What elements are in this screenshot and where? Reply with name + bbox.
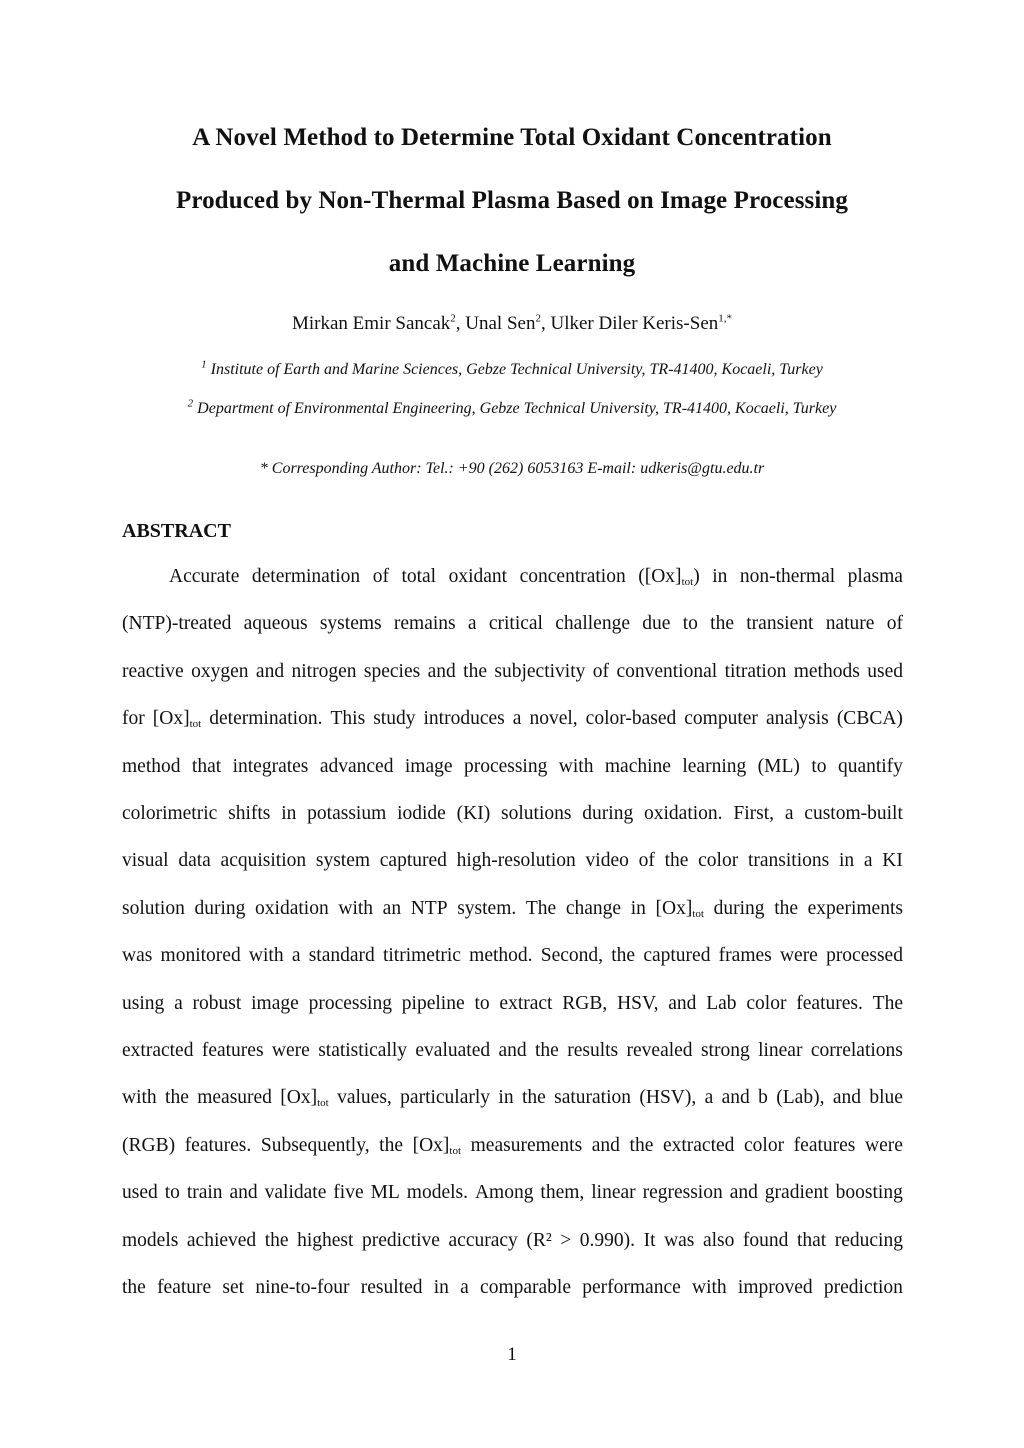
abstract-word: b: [758, 1087, 768, 1109]
abstract-word: prediction: [823, 1277, 903, 1298]
abstract-word: statistically: [318, 1040, 408, 1061]
abstract-word: non-thermal: [739, 566, 836, 587]
abstract-word: features.: [184, 1134, 252, 1156]
abstract-word: with: [248, 945, 284, 967]
abstract-word: HSV,: [617, 992, 659, 1014]
abstract-word: resulted: [360, 1277, 423, 1298]
abstract-word: revealed: [626, 1040, 693, 1061]
abstract-word: and: [229, 1182, 258, 1204]
abstract-heading: ABSTRACT: [122, 520, 231, 542]
abstract-word: accuracy: [448, 1229, 518, 1251]
abstract-word: (RGB): [122, 1134, 176, 1156]
abstract-word: oxidant: [448, 566, 508, 587]
abstract-word: the: [521, 1087, 546, 1109]
abstract-word: evaluated: [415, 1040, 491, 1061]
abstract-line: [122, 1182, 903, 1210]
abstract-word: oxygen: [191, 660, 249, 682]
abstract-word: processing: [308, 992, 392, 1014]
abstract-word: color: [744, 1134, 785, 1156]
abstract-word: plasma: [847, 566, 903, 587]
abstract-word: that: [191, 755, 222, 777]
abstract-word: linear: [758, 1040, 803, 1061]
subscript-tot: tot: [692, 907, 704, 920]
abstract-word: and: [668, 992, 697, 1014]
abstract-word: (KI): [456, 803, 491, 824]
abstract-word: were: [864, 1134, 903, 1156]
abstract-word: species: [363, 660, 421, 682]
abstract-word: the: [463, 660, 487, 682]
abstract-word: reactive: [122, 660, 184, 682]
abstract-word: and: [729, 1182, 758, 1204]
abstract-word: solutions: [501, 803, 572, 824]
abstract-line: [122, 993, 903, 1021]
abstract-word: were: [271, 1040, 310, 1061]
abstract-word: challenge: [555, 613, 630, 635]
author-separator: ,: [540, 313, 551, 334]
abstract-word: quantify: [837, 755, 903, 777]
abstract-word: with: [558, 755, 594, 777]
abstract-word: features.: [796, 992, 863, 1014]
abstract-word: The: [525, 897, 557, 919]
abstract-word: iodide: [397, 803, 446, 824]
subscript-tot: tot: [189, 718, 202, 731]
abstract-word: titrimetric: [382, 945, 461, 967]
abstract-word: for: [122, 708, 145, 730]
affiliation-1: [0, 358, 1024, 379]
author-name: Ulker Diler Keris-Sen: [550, 313, 719, 334]
abstract-word: extracted: [662, 1134, 735, 1156]
abstract-word: models.: [406, 1182, 468, 1204]
title-line-2: Produced by Non-Thermal Plasma Based on Image Processing: [175, 187, 849, 214]
abstract-word: to: [164, 1182, 180, 1204]
abstract-word: with: [122, 1087, 157, 1109]
abstract-word: a: [704, 1087, 714, 1109]
abstract-word: with: [692, 1277, 727, 1298]
abstract-word: subjectivity: [494, 660, 586, 682]
abstract-word: KI: [882, 850, 903, 872]
author-list: [0, 313, 1024, 335]
abstract-word: visual: [122, 850, 169, 872]
abstract-word: (CBCA): [836, 708, 903, 730]
abstract-word: particularly: [400, 1087, 491, 1109]
abstract-word: gradient: [764, 1182, 829, 1204]
abstract-word: of: [592, 660, 610, 682]
abstract-word: Among: [474, 1182, 534, 1204]
abstract-word: also: [702, 1229, 735, 1251]
abstract-word: a: [460, 1277, 469, 1298]
abstract-word: was: [664, 1229, 695, 1251]
abstract-word: (HSV),: [639, 1087, 697, 1109]
abstract-word: image: [404, 755, 453, 777]
abstract-word: captured: [643, 945, 711, 967]
abstract-word: in: [630, 897, 646, 919]
page-number: 1: [507, 1344, 517, 1365]
abstract-word: the: [710, 613, 734, 635]
abstract-word: experiments: [807, 897, 903, 919]
abstract-line: [122, 1277, 903, 1305]
abstract-word: total: [401, 566, 437, 587]
abstract-word: highest: [297, 1229, 354, 1251]
affiliation-2: [0, 397, 1024, 418]
abstract-line: [122, 1040, 903, 1068]
abstract-word: change: [565, 897, 622, 919]
abstract-word: during: [194, 897, 246, 919]
abstract-word: captured: [379, 850, 447, 872]
abstract-word: the: [264, 1229, 289, 1251]
abstract-word: and: [255, 660, 285, 682]
abstract-word: processing: [463, 755, 548, 777]
abstract-word: regression: [642, 1182, 723, 1204]
abstract-word: monitored: [160, 945, 241, 967]
abstract-line: [122, 1135, 903, 1163]
abstract-word: integrates: [232, 755, 309, 777]
abstract-word: $[Ox]_{tot}$: [412, 1134, 462, 1157]
abstract-line: [122, 898, 903, 926]
abstract-word: during: [582, 803, 634, 824]
abstract-word: $[Ox]_{tot}$: [152, 708, 202, 731]
abstract-line: [122, 945, 903, 973]
abstract-word: features: [201, 1040, 264, 1061]
abstract-word: high-resolution: [456, 850, 576, 872]
abstract-word: NTP: [410, 897, 448, 919]
abstract-word: Accurate: [169, 566, 240, 587]
abstract-word: strong: [700, 1040, 750, 1061]
abstract-word: color: [698, 850, 739, 872]
abstract-word: custom-built: [804, 803, 903, 824]
abstract-word: methods: [793, 660, 860, 682]
abstract-word: advanced: [319, 755, 394, 777]
abstract-word: oxidation: [255, 897, 329, 919]
abstract-word: of: [638, 850, 655, 872]
abstract-line: [122, 850, 903, 878]
abstract-word: and: [498, 1040, 527, 1061]
abstract-word: (NTP)-treated: [122, 613, 232, 635]
abstract-word: to: [811, 755, 827, 777]
abstract-word: and: [721, 1087, 750, 1109]
abstract-word: $[Ox]_{tot}$: [655, 897, 704, 920]
abstract-word: method: [122, 755, 181, 777]
title-line-1: A Novel Method to Determine Total Oxidant Concentration: [192, 124, 832, 151]
abstract-word: used: [122, 1182, 158, 1204]
abstract-word: them,: [540, 1182, 585, 1204]
abstract-word: a: [291, 945, 301, 967]
abstract-word: Subsequently,: [260, 1134, 370, 1156]
abstract-word: in: [498, 1087, 514, 1109]
abstract-line: [122, 1087, 903, 1115]
author-name: Unal Sen: [465, 313, 536, 334]
abstract-word: >: [560, 1229, 572, 1251]
abstract-word: solution: [122, 897, 185, 919]
abstract-word: transient: [746, 613, 814, 635]
abstract-word: due: [642, 613, 671, 635]
abstract-word: potassium: [307, 803, 387, 824]
abstract-word: critical: [488, 613, 543, 635]
abstract-word: during: [713, 897, 765, 919]
abstract-word: (Lab),: [776, 1087, 825, 1109]
abstract-word: models: [122, 1229, 179, 1251]
abstract-word: (ML): [757, 755, 800, 777]
abstract-word: to: [474, 992, 490, 1014]
abstract-word: a: [512, 708, 522, 730]
abstract-word: systems: [319, 613, 382, 635]
abstract-word: nine-to-four: [255, 1277, 350, 1298]
abstract-word: system: [315, 850, 371, 872]
abstract-word: Lab: [706, 992, 737, 1014]
abstract-word: concentration: [519, 566, 626, 587]
abstract-word: $([Ox]_{tot})$: [638, 566, 700, 588]
abstract-word: of: [886, 613, 903, 635]
abstract-word: standard: [308, 945, 375, 967]
abstract-word: colorimetric: [122, 803, 218, 824]
abstract-word: to: [682, 613, 698, 635]
abstract-word: analysis: [765, 708, 829, 730]
abstract-word: pipeline: [401, 992, 465, 1014]
abstract-word: and: [832, 1087, 861, 1109]
abstract-word: Second,: [540, 945, 604, 967]
abstract-word: measured: [197, 1087, 272, 1109]
abstract-word: transitions: [747, 850, 830, 872]
abstract-word: shifts: [228, 803, 271, 824]
abstract-word: reducing: [834, 1229, 903, 1251]
author-separator: ,: [455, 313, 466, 334]
abstract-line: [169, 566, 903, 594]
abstract-word: used: [867, 660, 903, 682]
author-affiliation-mark: 1,*: [718, 312, 732, 325]
abstract-word: performance: [582, 1277, 681, 1298]
abstract-word: aqueous: [243, 613, 308, 635]
subscript-tot: tot: [449, 1144, 462, 1157]
abstract-word: improved: [737, 1277, 813, 1298]
subscript-tot: tot: [681, 576, 694, 588]
abstract-word: train: [186, 1182, 223, 1204]
abstract-word: ML: [370, 1182, 400, 1204]
abstract-word: determination.: [209, 708, 323, 730]
abstract-word: novel,: [529, 708, 578, 730]
abstract-line: [122, 756, 903, 784]
abstract-line: [122, 661, 903, 689]
abstract-word: image: [251, 992, 299, 1014]
abstract-line: [122, 613, 903, 641]
abstract-word: color: [746, 992, 787, 1014]
abstract-word: nitrogen: [291, 660, 357, 682]
abstract-word: that: [796, 1229, 827, 1251]
abstract-word: feature: [157, 1277, 212, 1298]
abstract-word: in: [838, 850, 855, 872]
abstract-word: correlations: [810, 1040, 903, 1061]
abstract-word: The: [872, 992, 903, 1014]
abstract-word: computer: [684, 708, 758, 730]
affiliation-mark: 2: [187, 397, 194, 410]
abstract-line: [122, 803, 903, 831]
abstract-word: five: [333, 1182, 364, 1204]
abstract-word: extract: [499, 992, 553, 1014]
title-line-3: and Machine Learning: [388, 250, 636, 277]
abstract-word: $[Ox]_{tot}$: [280, 1087, 329, 1110]
abstract-word: machine: [604, 755, 671, 777]
abstract-word: predictive: [362, 1229, 440, 1251]
abstract-word: a: [174, 992, 183, 1014]
abstract-word: (R²: [526, 1229, 552, 1251]
abstract-word: the: [629, 1134, 654, 1156]
abstract-word: blue: [869, 1087, 903, 1109]
abstract-word: using: [122, 992, 165, 1014]
abstract-word: extracted: [122, 1040, 194, 1061]
author-name: Mirkan Emir Sancak: [291, 313, 451, 334]
abstract-word: introduces: [423, 708, 505, 730]
abstract-word: values,: [337, 1087, 392, 1109]
abstract-word: found: [742, 1229, 789, 1251]
abstract-word: were: [779, 945, 818, 967]
abstract-word: comparable: [480, 1277, 571, 1298]
abstract-word: was: [122, 945, 153, 967]
abstract-word: processed: [826, 945, 903, 967]
abstract-word: titration: [724, 660, 787, 682]
abstract-word: acquisition: [220, 850, 307, 872]
abstract-word: RGB,: [562, 992, 608, 1014]
abstract-word: video: [585, 850, 629, 872]
abstract-word: First,: [733, 803, 775, 824]
abstract-word: boosting: [835, 1182, 903, 1204]
abstract-word: measurements: [470, 1134, 583, 1156]
abstract-word: learning: [682, 755, 747, 777]
abstract-word: the: [611, 945, 636, 967]
abstract-word: a: [784, 803, 794, 824]
corresponding-author: * Corresponding Author: Tel.: +90 (262) 6053163 E-mail: udkeris@gtu.edu.tr: [259, 460, 765, 477]
abstract-word: a: [467, 613, 477, 635]
abstract-word: validate: [264, 1182, 327, 1204]
affiliation-mark: 1: [201, 358, 207, 371]
abstract-word: remains: [393, 613, 456, 635]
abstract-word: It: [643, 1229, 656, 1251]
abstract-word: in: [433, 1277, 449, 1298]
abstract-word: linear: [591, 1182, 636, 1204]
abstract-line: [122, 708, 903, 736]
affiliation-text: Department of Environmental Engineering, Gebze Technical University, TR-41400, Kocaeli, Turkey: [197, 400, 837, 417]
abstract-word: a: [863, 850, 873, 872]
affiliation-text: Institute of Earth and Marine Sciences, Gebze Technical University, TR-41400, Kocaeli, Turkey: [210, 361, 823, 378]
abstract-word: an: [382, 897, 402, 919]
abstract-word: data: [178, 850, 211, 872]
abstract-word: of: [372, 566, 389, 587]
abstract-word: results: [567, 1040, 619, 1061]
abstract-word: saturation: [554, 1087, 632, 1109]
abstract-word: conventional: [616, 660, 718, 682]
abstract-word: the: [122, 1277, 146, 1298]
abstract-word: and: [427, 660, 456, 682]
author-affiliation-mark: 2: [535, 312, 541, 325]
abstract-word: determination: [251, 566, 361, 587]
abstract-word: achieved: [186, 1229, 257, 1251]
abstract-word: the: [664, 850, 689, 872]
abstract-word: 0.990).: [579, 1229, 636, 1251]
abstract-word: color-based: [585, 708, 677, 730]
abstract-line: [122, 1230, 903, 1258]
abstract-word: with: [338, 897, 374, 919]
abstract-word: the: [379, 1134, 403, 1156]
abstract-word: nature: [825, 613, 875, 635]
abstract-word: method.: [469, 945, 533, 967]
abstract-word: set: [222, 1277, 245, 1298]
abstract-word: system.: [457, 897, 517, 919]
abstract-word: frames: [718, 945, 772, 967]
abstract-word: in: [281, 803, 297, 824]
abstract-word: in: [712, 566, 728, 587]
abstract-word: the: [774, 897, 799, 919]
abstract-word: and: [591, 1134, 620, 1156]
abstract-word: the: [165, 1087, 189, 1109]
abstract-word: oxidation.: [644, 803, 723, 824]
author-affiliation-mark: 2: [450, 312, 456, 325]
abstract-word: This: [330, 708, 366, 730]
abstract-word: features: [793, 1134, 856, 1156]
abstract-word: robust: [192, 992, 242, 1014]
subscript-tot: tot: [317, 1097, 329, 1110]
abstract-word: study: [373, 708, 416, 730]
abstract-word: the: [535, 1040, 559, 1061]
